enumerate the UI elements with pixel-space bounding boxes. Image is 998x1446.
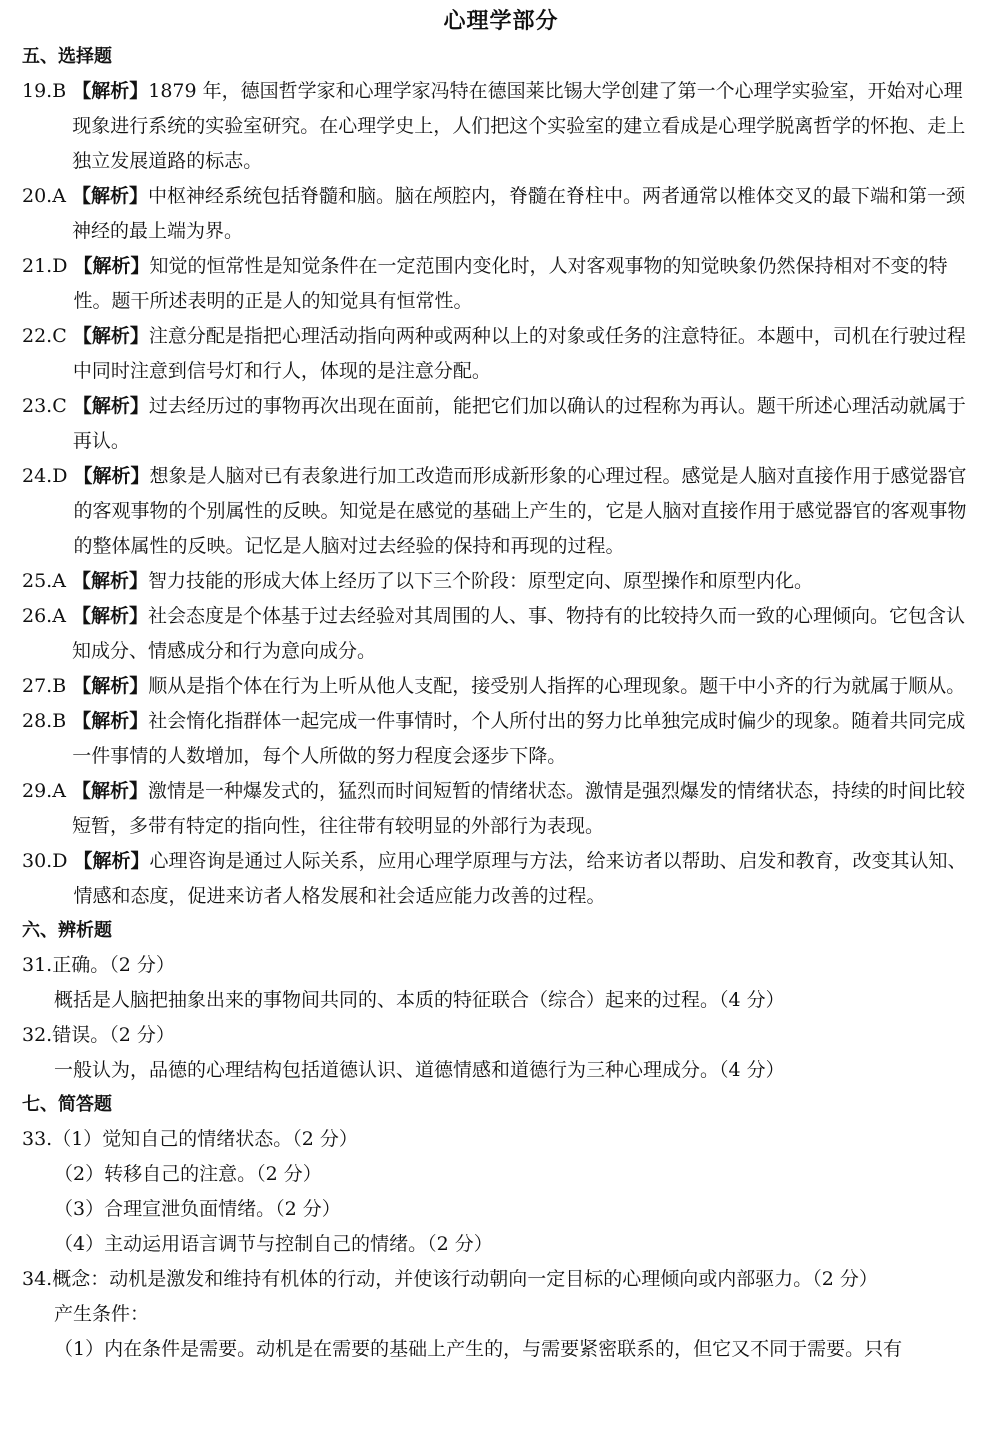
question-31 [22, 948, 980, 983]
answer-letter: B [52, 675, 67, 697]
analysis-text: 知觉的恒常性是知觉条件在一定范围内变化时，人对客观事物的知觉映象仍然保持相对不变的特性。题干所述表明的正是人的知觉具有恒常性。 [73, 255, 948, 312]
question-number: 34. [22, 1268, 53, 1290]
question-number: 26.A [22, 605, 66, 627]
choice-item [22, 249, 980, 319]
condition-1-text: （1）内在条件是需要。动机是在需要的基础上产生的，与需要紧密联系的，但它又不同于需要。只有 [54, 1338, 903, 1360]
concept-text: 概念：动机是激发和维持有机体的行动，并使该行动朝向一定目标的心理倾向或内部驱力。（2 分） [52, 1268, 878, 1290]
answer-letter: C [52, 325, 67, 347]
answer-letter: B [52, 710, 67, 732]
analysis-text: 过去经历过的事物再次出现在面前，能把它们加以确认的过程称为再认。题干所述心理活动就属于再认。 [72, 395, 966, 452]
question-32-detail: 一般认为，品德的心理结构包括道德认识、道德情感和道德行为三种心理成分。（4 分） [54, 1059, 785, 1081]
conditions-label: 产生条件： [54, 1303, 150, 1325]
question-number: 24.D [22, 465, 68, 487]
choice-item [22, 459, 980, 564]
answer-letter: A [52, 185, 66, 207]
answer-letter: D [52, 465, 68, 487]
analysis-text: 社会惰化指群体一起完成一件事情时，个人所付出的努力比单独完成时偏少的现象。随着共同完成一件事情的人数增加，每个人所做的努力程度会逐步下降。 [72, 710, 966, 767]
choice-item [22, 704, 980, 774]
question-number: 21.D [22, 255, 68, 277]
question-number: 27.B [22, 675, 67, 697]
question-number: 31. [22, 954, 53, 976]
question-answer: 正确。（2 分） [52, 954, 175, 976]
answer-letter: B [52, 80, 67, 102]
choice-item [22, 844, 980, 914]
question-32 [22, 1018, 980, 1053]
question-number: 32. [22, 1024, 53, 1046]
choice-item [22, 389, 980, 459]
analysis-text: 注意分配是指把心理活动指向两种或两种以上的对象或任务的注意特征。本题中，司机在行驶过程中同时注意到信号灯和行人，体现的是注意分配。 [72, 325, 966, 382]
analysis-tag: 【解析】 [72, 570, 149, 592]
analysis-tag: 【解析】 [73, 850, 150, 872]
analysis-tag: 【解析】 [72, 675, 149, 697]
section-heading-short-answer: 七、简答题 [22, 1094, 112, 1115]
analysis-tag: 【解析】 [72, 780, 149, 802]
choice-answer-list [22, 74, 980, 914]
choice-item [22, 319, 980, 389]
choice-item [22, 179, 980, 249]
answer-letter: A [52, 605, 66, 627]
choice-item [22, 599, 980, 669]
question-31-detail: 概括是人脑把抽象出来的事物间共同的、本质的特征联合（综合）起来的过程。（4 分） [54, 989, 785, 1011]
analysis-tag: 【解析】 [72, 80, 149, 102]
analysis-text: 心理咨询是通过人际关系，应用心理学原理与方法，给来访者以帮助、启发和教育，改变其认知、情感和态度，促进来访者人格发展和社会适应能力改善的过程。 [73, 850, 967, 907]
section-heading-analysis: 六、辨析题 [22, 920, 112, 941]
analysis-tag: 【解析】 [72, 395, 149, 417]
answer-letter: C [52, 395, 67, 417]
question-number: 30.D [22, 850, 68, 872]
answer-point: （1）觉知自己的情绪状态。（2 分） [52, 1128, 358, 1150]
question-number: 33. [22, 1128, 53, 1150]
analysis-tag: 【解析】 [72, 325, 149, 347]
analysis-tag: 【解析】 [73, 255, 150, 277]
question-number: 25.A [22, 570, 66, 592]
analysis-text: 智力技能的形成大体上经历了以下三个阶段：原型定向、原型操作和原型内化。 [148, 570, 814, 592]
analysis-tag: 【解析】 [72, 710, 149, 732]
analysis-text: 中枢神经系统包括脊髓和脑。脑在颅腔内，脊髓在脊柱中。两者通常以椎体交叉的最下端和第一颈神经的最上端为界。 [72, 185, 966, 242]
question-number: 20.A [22, 185, 66, 207]
section-heading-choice: 五、选择题 [22, 46, 112, 67]
choice-item [22, 564, 980, 599]
analysis-tag: 【解析】 [72, 185, 149, 207]
question-answer: 错误。（2 分） [52, 1024, 175, 1046]
analysis-tag: 【解析】 [72, 605, 149, 627]
answer-point: （4）主动运用语言调节与控制自己的情绪。（2 分） [54, 1233, 493, 1255]
answer-letter: A [52, 570, 66, 592]
question-number: 22.C [22, 325, 67, 347]
answer-point: （3）合理宣泄负面情绪。（2 分） [54, 1198, 341, 1220]
choice-item [22, 669, 980, 704]
question-number: 28.B [22, 710, 67, 732]
question-34 [22, 1262, 980, 1297]
analysis-text: 顺从是指个体在行为上听从他人支配，接受别人指挥的心理现象。题干中小齐的行为就属于顺从。 [148, 675, 966, 697]
question-33 [22, 1122, 980, 1157]
analysis-text: 激情是一种爆发式的，猛烈而时间短暂的情绪状态。激情是强烈爆发的情绪状态，持续的时间比较短暂，多带有特定的指向性，往往带有较明显的外部行为表现。 [72, 780, 966, 837]
choice-item [22, 774, 980, 844]
answer-letter: D [52, 255, 68, 277]
answer-point: （2）转移自己的注意。（2 分） [54, 1163, 322, 1185]
question-number: 23.C [22, 395, 67, 417]
answer-letter: D [52, 850, 68, 872]
answer-letter: A [52, 780, 66, 802]
analysis-text: 想象是人脑对已有表象进行加工改造而形成新形象的心理过程。感觉是人脑对直接作用于感觉器官的客观事物的个别属性的反映。知觉是在感觉的基础上产生的，它是人脑对直接作用于感觉器官的客观事物的整体属性的反映。记忆是人脑对过去经验的保持和再现的过程。 [73, 465, 967, 557]
analysis-tag: 【解析】 [73, 465, 150, 487]
analysis-text: 社会态度是个体基于过去经验对其周围的人、事、物持有的比较持久而一致的心理倾向。它包含认知成分、情感成分和行为意向成分。 [72, 605, 966, 662]
analysis-text: 1879 年，德国哲学家和心理学家冯特在德国莱比锡大学创建了第一个心理学实验室，开始对心理现象进行系统的实验室研究。在心理学史上，人们把这个实验室的建立看成是心理学脱离哲学的怀抱、走上独立发展道路的标志。 [72, 80, 966, 172]
question-number: 19.B [22, 80, 67, 102]
question-number: 29.A [22, 780, 66, 802]
page-title: 心理学部分 [443, 9, 559, 34]
choice-item [22, 74, 980, 179]
